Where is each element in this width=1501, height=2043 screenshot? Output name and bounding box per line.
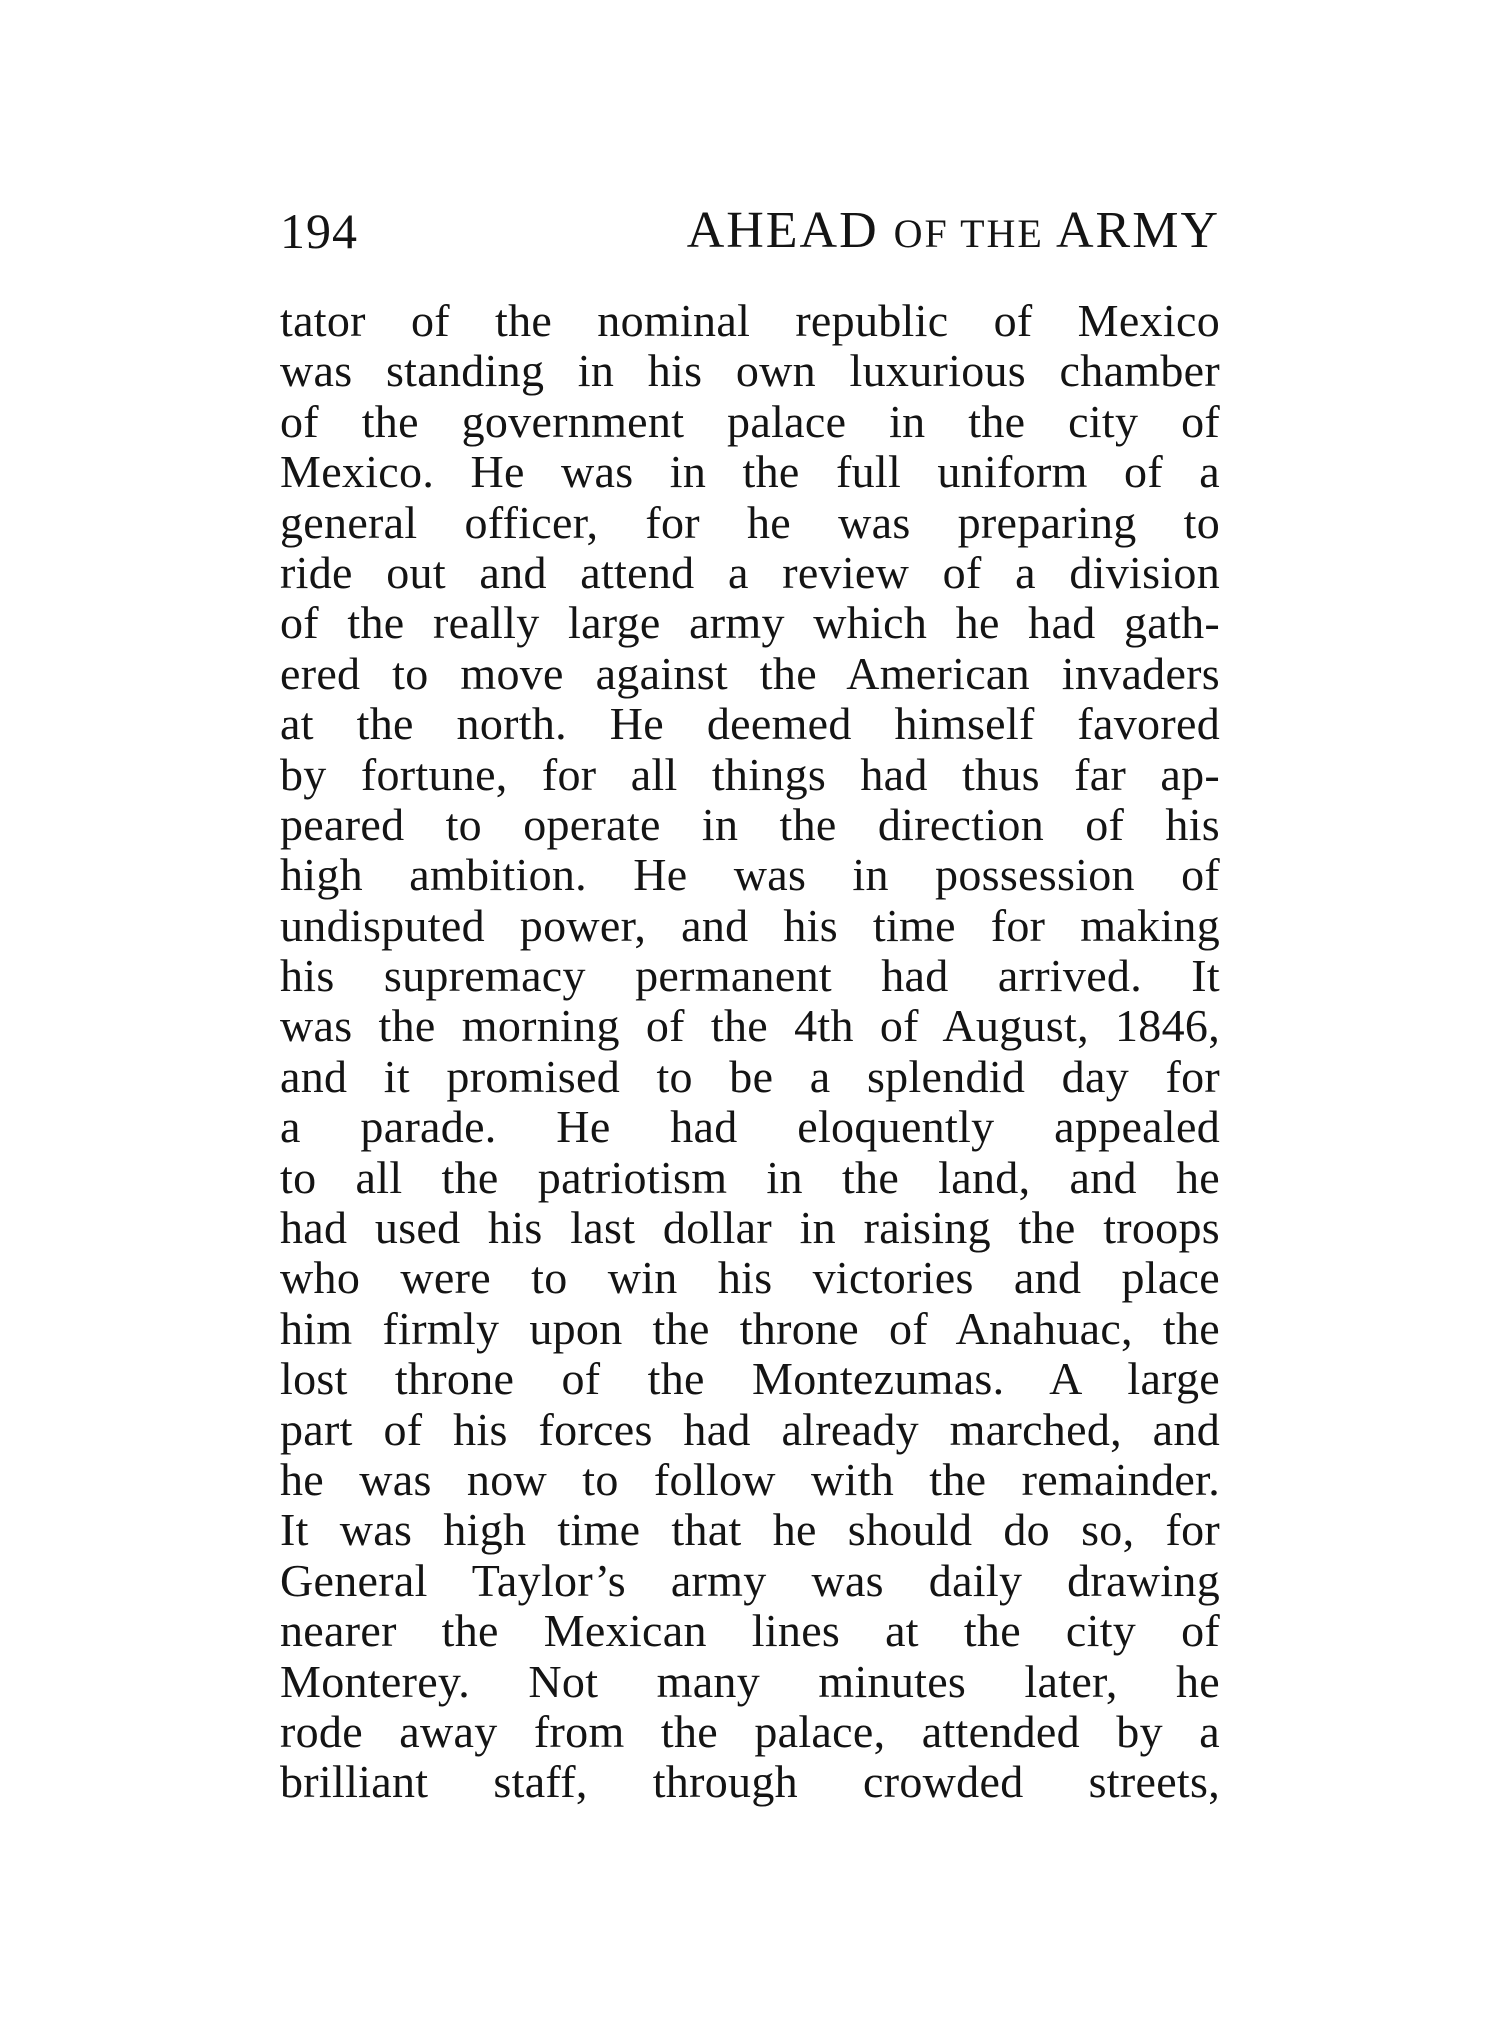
- text-line: high ambition. He was in possession of: [280, 849, 1220, 901]
- text-line: brilliant staff, through crowded streets,: [280, 1756, 1220, 1808]
- text-line: and it promised to be a splendid day for: [280, 1050, 1220, 1102]
- text-line: who were to win his victories and place: [280, 1252, 1220, 1304]
- text-line: by fortune, for all things had thus far ap-: [280, 748, 1220, 800]
- text-line: Monterey. Not many minutes later, he: [280, 1655, 1220, 1707]
- text-line: part of his forces had already marched, and: [280, 1403, 1220, 1455]
- text-line: of the really large army which he had gath-: [280, 597, 1220, 649]
- text-line: undisputed power, and his time for making: [280, 899, 1220, 951]
- text-line: lost throne of the Montezumas. A large: [280, 1353, 1220, 1405]
- text-line: at the north. He deemed himself favored: [280, 698, 1220, 750]
- running-title-part-2: OF THE: [893, 211, 1044, 256]
- body-text: [280, 296, 1220, 1808]
- text-line: peared to operate in the direction of his: [280, 798, 1220, 850]
- text-line: nearer the Mexican lines at the city of: [280, 1605, 1220, 1657]
- text-line: his supremacy permanent had arrived. It: [280, 950, 1220, 1002]
- text-line: Mexico. He was in the full uniform of a: [280, 446, 1220, 498]
- text-line: of the government palace in the city of: [280, 395, 1220, 447]
- text-line: It was high time that he should do so, for: [280, 1504, 1220, 1556]
- text-line: was the morning of the 4th of August, 1846,: [280, 1000, 1220, 1052]
- text-line: ered to move against the American invaders: [280, 647, 1220, 699]
- text-line: was standing in his own luxurious chamber: [280, 345, 1220, 397]
- page-number: 194: [280, 203, 358, 259]
- text-line: him firmly upon the throne of Anahuac, the: [280, 1302, 1220, 1354]
- running-title-part-1: AHEAD: [686, 202, 894, 259]
- running-head: [280, 196, 1220, 266]
- text-line: a parade. He had eloquently appealed: [280, 1101, 1220, 1153]
- text-line: general officer, for he was preparing to: [280, 496, 1220, 548]
- text-line: to all the patriotism in the land, and he: [280, 1151, 1220, 1203]
- running-title: [687, 196, 1220, 269]
- text-line: tator of the nominal republic of Mexico: [280, 295, 1220, 346]
- text-line: rode away from the palace, attended by a: [280, 1705, 1220, 1757]
- running-title-part-3: ARMY: [1043, 202, 1220, 259]
- text-line: ride out and attend a review of a division: [280, 546, 1220, 598]
- text-line: General Taylor’s army was daily drawing: [280, 1554, 1220, 1606]
- text-line: he was now to follow with the remainder.: [280, 1453, 1220, 1505]
- text-line: had used his last dollar in raising the troops: [280, 1202, 1220, 1254]
